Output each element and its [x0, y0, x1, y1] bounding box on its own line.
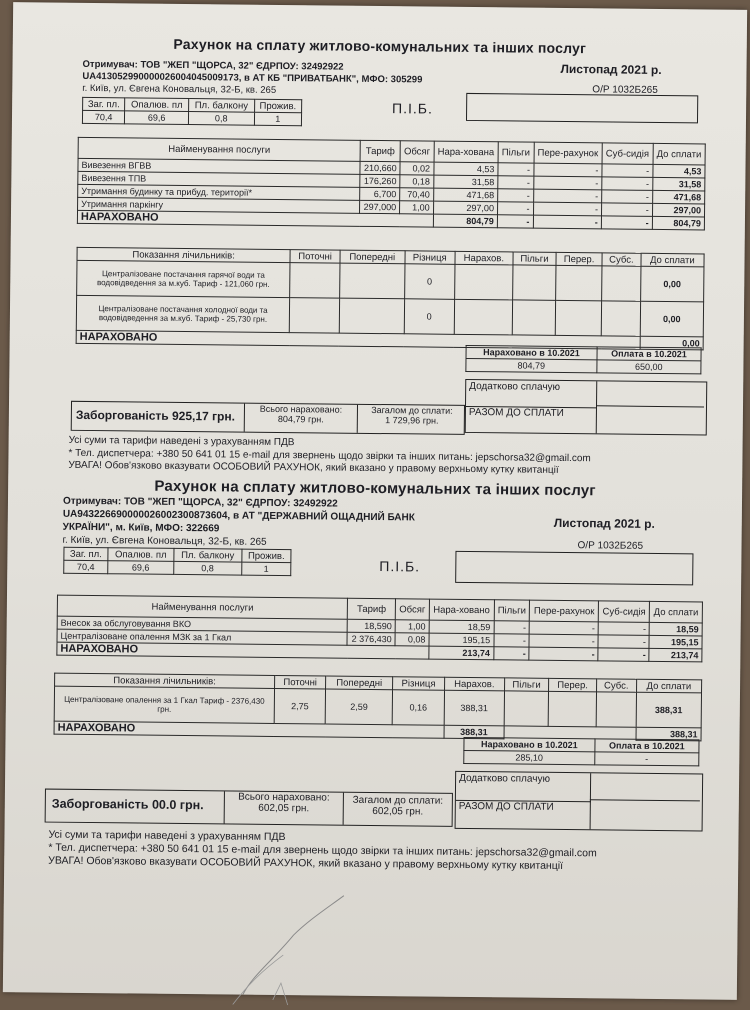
column-header: Поточні	[275, 675, 326, 689]
personal-account: О/Р 1032Б265	[577, 540, 644, 552]
receipt-title: Рахунок на сплату житлово-комунальних та інших послуг	[173, 35, 587, 57]
summary-box	[71, 401, 465, 435]
total-due-cell	[360, 405, 464, 426]
debt-text: Заборгованість 00.0 грн.	[51, 796, 204, 813]
column-header: Суб-сидія	[602, 143, 653, 165]
column-header: Пільги	[494, 600, 530, 621]
iban-line: UA413052990000026004045009173, в АТ КБ "ПРИВАТБАНК", МФО: 305299	[82, 70, 423, 86]
service-cell: 6,700	[360, 187, 400, 200]
accrued-paid-table	[463, 737, 699, 766]
vat-note: Усі суми та тарифи наведені з урахуванням ПДВ	[48, 828, 286, 844]
meter-cell	[339, 298, 404, 334]
dispatcher-note: * Тел. диспетчера: +380 50 641 01 15 e-mail для звернень щодо звірки та інших питань: jepschorsa32@gmail.com	[68, 447, 591, 464]
total-pay-label: РАЗОМ ДО СПЛАТИ	[466, 406, 597, 433]
area-value: 70,4	[64, 560, 108, 573]
area-header: Опалюв. пл	[108, 548, 174, 562]
address-line: г. Київ, ул. Євгена Коновальця, 32-Б, кв. 265	[62, 534, 267, 548]
column-header: Попередні	[340, 250, 405, 264]
total-accrued-cell	[224, 791, 344, 824]
column-header: До сплати	[636, 679, 702, 693]
column-header: Пільги	[498, 142, 534, 163]
meters-total-label: НАРАХОВАНО	[76, 330, 640, 349]
service-cell: 4,53	[434, 162, 498, 176]
receipt-2	[8, 476, 742, 872]
services-total-cell: -	[493, 647, 529, 660]
area-value: 0,8	[188, 112, 254, 126]
area-value: 1	[254, 112, 302, 125]
services-total-label: НАРАХОВАНО	[77, 210, 433, 227]
meter-cell	[454, 264, 512, 300]
meter-cell	[555, 300, 601, 335]
column-header: Субс.	[602, 253, 641, 266]
service-cell: 31,58	[652, 177, 704, 191]
area-header: Заг. пл.	[64, 547, 108, 560]
meter-cell: Централізоване опалення за 1 Гкал Тариф - 2376,430 грн.	[54, 686, 274, 723]
column-header: Перер.	[549, 678, 597, 691]
service-cell: Вивезення ТПВ	[78, 171, 360, 187]
fio-box	[455, 551, 693, 585]
meter-cell	[289, 298, 339, 334]
service-cell: 4,53	[653, 164, 705, 178]
service-cell: Вивезення ВГВВ	[78, 158, 360, 174]
meter-cell: 388,31	[636, 692, 702, 728]
meter-cell: 0	[404, 299, 455, 335]
service-cell: -	[498, 163, 534, 176]
extra-pay-field[interactable]	[590, 773, 700, 801]
meter-cell	[548, 691, 596, 726]
services-table	[77, 137, 706, 231]
service-cell: 471,68	[652, 190, 704, 204]
accrued-label: Нараховано в 10.2021	[466, 345, 597, 359]
column-header: Нарахов.	[455, 251, 513, 265]
service-cell: 297,000	[360, 200, 400, 213]
services-total-cell: -	[497, 215, 533, 228]
service-cell: 70,40	[400, 188, 434, 201]
area-header: Заг. пл.	[83, 97, 125, 110]
column-header: Тариф	[348, 598, 396, 620]
column-header: Обсяг	[395, 599, 429, 620]
meter-cell: 2,59	[325, 689, 392, 725]
total-due-label: Загалом до сплати:	[371, 404, 453, 416]
service-cell: Внесок за обслуговування ВКО	[57, 616, 347, 632]
total-accrued-cell	[244, 404, 358, 433]
meter-cell	[339, 263, 404, 299]
column-header: Тариф	[360, 140, 400, 161]
fio-label: П.І.Б.	[379, 558, 421, 575]
vat-note: Усі суми та тарифи наведені з урахуванням ПДВ	[68, 434, 295, 449]
column-header: Пільги	[504, 678, 549, 691]
services-total-cell: 804,79	[652, 216, 704, 230]
meter-cell	[512, 300, 556, 335]
service-cell: 297,00	[652, 203, 704, 217]
meters-total-label: НАРАХОВАНО	[54, 721, 444, 738]
area-value: 69,6	[108, 561, 174, 575]
service-cell: Утримання паркінгу	[78, 197, 360, 213]
column-header: Поточні	[290, 250, 340, 264]
service-cell: 18,590	[347, 619, 395, 633]
meter-cell	[556, 265, 602, 300]
meters-table	[76, 247, 705, 351]
service-cell: Утримання будинку та прибуд. території*	[78, 184, 360, 200]
total-accrued-value: 804,79 грн.	[277, 413, 324, 425]
service-cell: -	[598, 635, 649, 649]
column-header: Пільги	[513, 252, 556, 265]
total-accrued-label: Всього нараховано:	[259, 403, 343, 415]
meter-cell	[596, 692, 636, 727]
service-cell: -	[529, 634, 598, 648]
area-value: 0,8	[174, 561, 242, 575]
area-header: Пл. балкону	[189, 99, 255, 113]
column-header: До сплати	[653, 143, 706, 165]
meter-cell: 0	[404, 264, 455, 300]
services-total-cell: 213,74	[649, 648, 702, 662]
meter-cell: 388,31	[444, 690, 504, 726]
services-total-cell: -	[529, 647, 598, 661]
recipient-info	[82, 59, 422, 99]
service-cell: 195,15	[649, 635, 702, 649]
service-cell: -	[533, 189, 602, 203]
service-cell: -	[494, 634, 530, 647]
services-table	[56, 595, 703, 663]
service-cell: -	[533, 163, 602, 177]
area-value: 69,6	[125, 111, 189, 125]
recipient-line: Отримувач: ТОВ "ЖЕП "ЩОРСА, 32" ЄДРПОУ: 32492922	[62, 495, 338, 510]
service-cell: -	[598, 622, 649, 636]
accrued-value: 804,79	[466, 358, 597, 372]
accrued-value: 285,10	[464, 750, 595, 764]
pencil-scribble	[213, 864, 414, 1006]
total-pay-field[interactable]	[596, 407, 704, 432]
total-pay-field[interactable]	[590, 801, 700, 828]
iban-line-2: УКРАЇНИ", м. Київ, МФО: 322669	[62, 521, 220, 535]
meter-cell	[512, 265, 556, 300]
service-cell: 195,15	[429, 633, 494, 647]
service-cell: -	[494, 621, 530, 634]
meter-cell: 0,16	[392, 690, 444, 726]
meter-cell	[601, 301, 640, 336]
summary-box	[45, 789, 453, 827]
paper-sheet	[3, 2, 747, 1000]
recipient-line: Отримувач: ТОВ "ЖЕП "ЩОРСА, 32" ЄДРПОУ: 32492922	[82, 58, 344, 73]
total-due-label: Загалом до сплати:	[352, 794, 444, 807]
service-cell: 1,00	[395, 620, 429, 633]
paid-label: Оплата в 10.2021	[595, 739, 699, 753]
area-value: 1	[241, 562, 290, 576]
extra-pay-label: Додатково сплачую	[466, 380, 597, 408]
service-cell: -	[498, 176, 534, 189]
service-cell: -	[498, 189, 534, 202]
fio-box	[466, 93, 698, 123]
total-due-value: 602,05 грн.	[372, 805, 424, 818]
area-header: Прожив.	[242, 549, 291, 563]
column-header: Нара-хована	[434, 141, 499, 163]
area-table	[63, 547, 291, 576]
service-cell: Централізоване опалення МЗК за 1 Гкал	[57, 629, 347, 645]
area-header: Опалюв. пл	[125, 98, 189, 112]
service-cell: 0,18	[400, 175, 434, 188]
column-header: Різниця	[405, 251, 455, 265]
extra-pay-label: Додатково сплачую	[456, 772, 591, 802]
service-cell: 1,00	[400, 201, 434, 214]
total-due-value: 1 729,96 грн.	[385, 415, 439, 426]
column-header: Пере-рахунок	[530, 600, 599, 622]
column-header: Найменування послуги	[57, 595, 347, 619]
column-header: Пере-рахунок	[534, 142, 603, 164]
column-header: Нарахов.	[444, 677, 504, 691]
service-cell: 176,260	[360, 174, 400, 187]
service-cell: 18,59	[429, 620, 494, 634]
iban-line: UA943226690000026002300873604, в АТ "ДЕРЖАВНИЙ ОЩАДНИЙ БАНК	[62, 508, 415, 524]
area-table	[82, 97, 302, 126]
column-header: Перер.	[556, 252, 602, 265]
receipt-title: Рахунок на сплату житлово-комунальних та інших послуг	[154, 477, 596, 500]
extra-pay-field[interactable]	[596, 381, 704, 407]
warning-note: УВАГА! Обов'язково вказувати ОСОБОВИЙ РАХУНОК, який вказано у правому верхньому кутку квитанції	[68, 459, 559, 476]
service-cell: 0,08	[395, 633, 429, 646]
area-header: Прожив.	[254, 99, 302, 112]
dispatcher-note: * Тел. диспетчера: +380 50 641 01 15 e-mail для звернень щодо звірки та інших питань: jepschorsa32@gmail.com	[48, 841, 597, 860]
services-total-cell: 804,79	[433, 214, 497, 228]
service-cell: -	[530, 621, 599, 635]
meter-cell: Централізоване постачання холодної води та водовідведення за м.куб. Тариф - 25,730 грн.	[76, 295, 290, 332]
column-header: До сплати	[641, 253, 704, 267]
services-total-cell: -	[533, 215, 602, 229]
meters-total-value: 388,31	[444, 725, 504, 739]
paid-label: Оплата в 10.2021	[597, 347, 701, 361]
personal-account: О/Р 1032Б265	[592, 84, 658, 96]
service-cell: -	[602, 177, 653, 191]
service-cell: -	[533, 202, 602, 216]
column-header: Субс.	[596, 679, 636, 692]
accrued-paid-table	[465, 345, 701, 374]
column-header: Показання лічильників:	[77, 247, 290, 262]
services-total-cell: -	[601, 216, 652, 230]
column-header: Попередні	[326, 676, 393, 690]
payment-box	[455, 771, 704, 832]
meter-cell	[290, 263, 340, 299]
meter-cell	[504, 691, 549, 726]
paid-value: -	[595, 752, 699, 766]
recipient-info	[63, 495, 416, 551]
meters-total-value: 0,00	[640, 336, 703, 350]
paid-value: 650,00	[597, 360, 701, 374]
column-header: Найменування послуги	[78, 137, 360, 161]
service-cell: 0,02	[400, 162, 434, 175]
services-total-cell: -	[598, 648, 649, 662]
column-header: Суб-сидія	[598, 601, 649, 623]
total-accrued-value: 602,05 грн.	[258, 802, 310, 815]
column-header: Показання лічильників:	[55, 673, 275, 688]
debt-text: Заборгованість 925,17 грн.	[75, 407, 236, 424]
total-accrued-label: Всього нараховано:	[238, 791, 330, 804]
area-value: 70,4	[82, 110, 124, 123]
area-header: Пл. балкону	[174, 548, 242, 562]
services-total-cell: 213,74	[429, 646, 494, 660]
services-total-label: НАРАХОВАНО	[57, 642, 429, 659]
meter-cell	[602, 266, 641, 301]
total-pay-label: РАЗОМ ДО СПЛАТИ	[456, 800, 591, 829]
warning-note: УВАГА! Обов'язково вказувати ОСОБОВИЙ РАХУНОК, який вказано у правому верхньому кутку квитанції	[48, 854, 564, 872]
total-due-cell	[344, 795, 452, 818]
receipt-1	[13, 30, 747, 476]
service-cell: 471,68	[433, 188, 497, 202]
meters-total-value-2: 388,31	[636, 727, 702, 741]
meter-cell: 2,75	[274, 688, 326, 724]
service-cell: 2 376,430	[347, 632, 395, 646]
billing-month: Листопад 2021 р.	[560, 61, 662, 77]
meter-cell: 0,00	[640, 301, 704, 337]
column-header: Обсяг	[400, 141, 434, 162]
column-header: Нара-ховано	[429, 599, 494, 621]
payment-box	[465, 379, 708, 436]
column-header: До сплати	[650, 601, 703, 623]
service-cell: 18,59	[649, 622, 702, 636]
notes	[68, 435, 591, 478]
meter-cell: 0,00	[640, 266, 704, 302]
meters-table	[54, 673, 703, 742]
meter-cell: Централізоване постачання гарячої води та водовідведення за м.куб. Тариф - 121,060 грн.	[77, 260, 291, 297]
billing-month: Листопад 2021 р.	[553, 515, 655, 531]
service-cell: -	[602, 190, 653, 204]
service-cell: -	[497, 202, 533, 215]
service-cell: -	[601, 203, 652, 217]
column-header: Різниця	[393, 677, 445, 691]
service-cell: 297,00	[433, 201, 497, 215]
address-line: г. Київ, ул. Євгена Коновальця, 32-Б, кв. 265	[82, 82, 277, 96]
meter-cell	[454, 299, 512, 335]
service-cell: -	[533, 176, 602, 190]
service-cell: -	[602, 164, 653, 178]
service-cell: 31,58	[433, 175, 497, 189]
accrued-label: Нараховано в 10.2021	[464, 737, 595, 751]
fio-label: П.І.Б.	[392, 100, 434, 117]
service-cell: 210,660	[360, 161, 400, 174]
